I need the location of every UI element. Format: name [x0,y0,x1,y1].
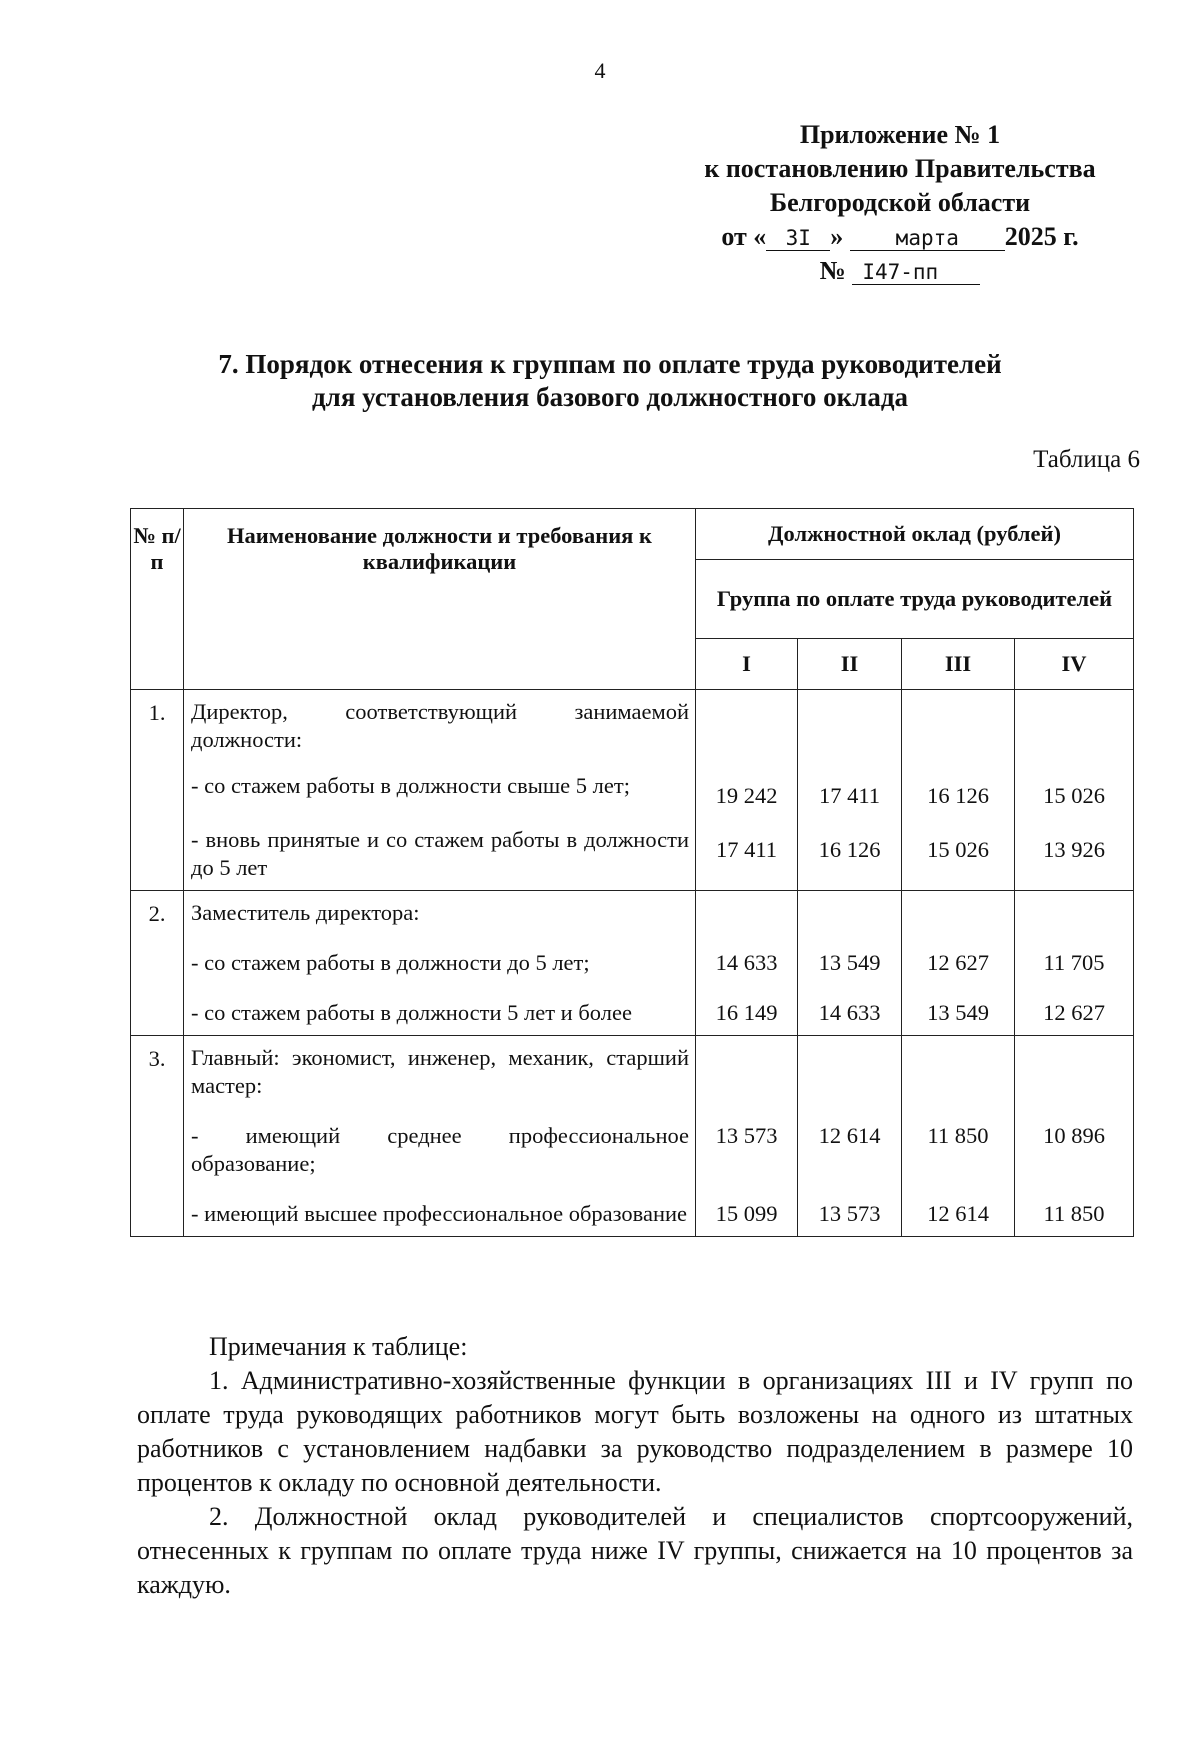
header-group-i: I [696,639,798,690]
salary-value: 16 149 [715,1000,778,1025]
requirement-line: - со стажем работы в должности свыше 5 лет; [191,773,630,798]
position-title: Заместитель директора: [191,900,420,925]
header-group-iii: III [902,639,1015,690]
appendix-title: Приложение № 1 [799,120,1001,149]
date-mid: » [830,222,844,251]
salary-cell [696,891,798,1036]
date-prefix: от « [721,222,767,251]
appendix-number-line [660,254,1140,288]
date-month: марта [850,226,1005,251]
salary-value: 11 705 [1043,950,1105,975]
appendix-resolution-line: к постановлению Правительства [704,154,1096,183]
salary-value: 13 573 [715,1123,778,1148]
row-number: 1. [131,690,184,891]
salary-value: 13 573 [818,1201,881,1226]
appendix-date-line [660,220,1140,254]
salary-value: 12 614 [818,1123,881,1148]
salary-value: 17 411 [715,837,778,862]
salary-value: 12 627 [1043,1000,1105,1025]
salary-value: 16 126 [927,783,989,808]
section-heading [100,348,1120,414]
salary-cell [696,690,798,891]
header-position-name: Наименование должности и требования к квалификации [184,509,696,690]
requirement-line: - имеющий среднее профессиональное образование; [191,1123,689,1176]
salary-cell [902,891,1015,1036]
requirement-line: - имеющий высшее профессиональное образование [191,1201,688,1226]
salary-cell [902,690,1015,891]
salary-value: 19 242 [715,783,778,808]
table-row [131,891,1134,1036]
header-salary: Должностной оклад (рублей) [696,509,1134,560]
salary-cell [1015,1036,1134,1237]
salary-value: 15 099 [715,1201,778,1226]
salary-value: 16 126 [818,837,881,862]
page-number: 4 [594,58,606,83]
salary-value: 15 026 [1043,783,1105,808]
date-year: 2025 г. [1004,222,1079,251]
note-item: 2. Должностной оклад руководителей и специалистов спортсооружений, отнесенных к группам по оплате труда ниже IV группы, снижается на 10 процентов за каждую. [137,1502,1133,1599]
row-number: 2. [131,891,184,1036]
table-caption: Таблица 6 [1033,446,1140,473]
requirement-line: - со стажем работы в должности до 5 лет; [191,950,590,975]
heading-line-1: 7. Порядок отнесения к группам по оплате труда руководителей [218,349,1002,379]
document-number: I47-пп [852,260,980,285]
salary-cell [798,891,902,1036]
appendix-region-line: Белгородской области [769,188,1031,217]
table-row [131,690,1134,891]
salary-cell [696,1036,798,1237]
notes-title: Примечания к таблице: [209,1332,468,1361]
salary-value: 14 633 [715,950,778,975]
header-group-ii: II [798,639,902,690]
requirement-line: - со стажем работы в должности 5 лет и более [191,1000,632,1025]
salary-value: 13 926 [1043,837,1105,862]
salary-value: 12 614 [927,1201,989,1226]
header-group: Группа по оплате труда руководителей [696,560,1134,639]
appendix-block [660,118,1140,288]
salary-value: 12 627 [927,950,989,975]
position-title: Главный: экономист, инженер, механик, старший мастер: [191,1045,689,1098]
row-number: 3. [131,1036,184,1237]
salary-cell [798,1036,902,1237]
salary-value: 10 896 [1043,1123,1105,1148]
salary-value: 11 850 [1043,1201,1105,1226]
salary-cell [1015,690,1134,891]
table-row [131,1036,1134,1237]
row-description [184,1036,696,1237]
salary-value: 15 026 [927,837,989,862]
row-description [184,690,696,891]
date-day: 3I [766,226,830,251]
requirement-line: - вновь принятые и со стажем работы в должности до 5 лет [191,827,689,880]
position-title: Директор, соответствующий занимаемой должности: [191,699,689,752]
salary-cell [798,690,902,891]
salary-value: 14 633 [818,1000,881,1025]
salary-value: 11 850 [927,1123,989,1148]
salary-value: 13 549 [927,1000,989,1025]
number-prefix: № [819,256,846,285]
header-number: № п/п [131,509,184,690]
row-description [184,891,696,1036]
table-notes [137,1330,1133,1602]
heading-line-2: для установления базового должностного оклада [312,382,908,412]
salary-value: 13 549 [818,950,881,975]
header-group-iv: IV [1015,639,1134,690]
salary-value: 17 411 [818,783,881,808]
salary-cell [1015,891,1134,1036]
salary-table [130,508,1134,1237]
salary-cell [902,1036,1015,1237]
note-item: 1. Административно-хозяйственные функции в организациях III и IV групп по оплате труда руководящих работников могут быть возложены на одного из штатных работников с установлением надбавки за руководство подразделением в размере 10 процентов к окладу по основной деятельности. [137,1366,1133,1497]
